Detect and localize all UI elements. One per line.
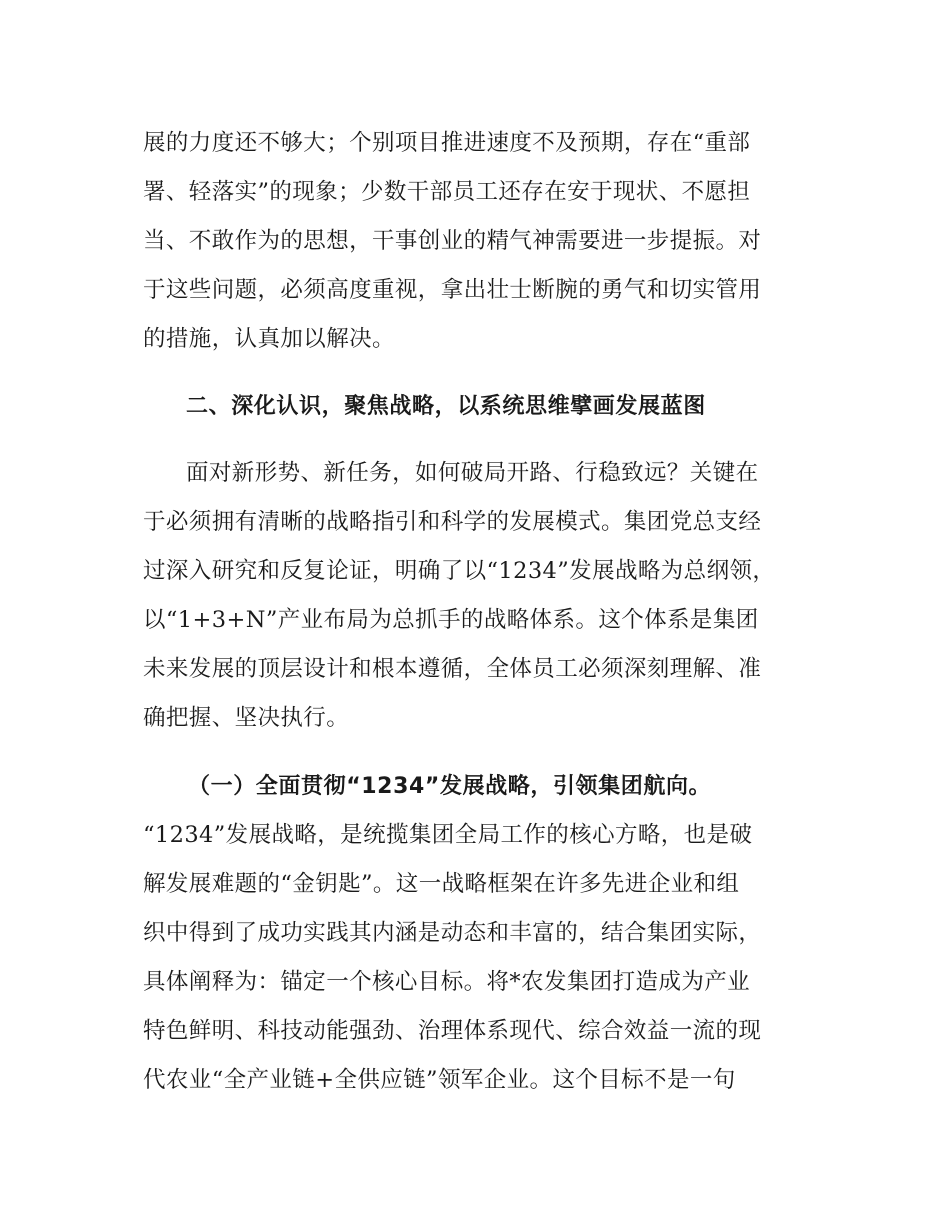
- paragraph-line: 于必须拥有清晰的战略指引和科学的发展模式。集团党总支经: [143, 509, 762, 535]
- paragraph-line: 解发展难题的“金钥匙”。这一战略框架在许多先进企业和组: [143, 871, 740, 897]
- paragraph-line: “1234”发展战略，是统揽集团全局工作的核心方略，也是破: [143, 822, 753, 848]
- paragraph-line: 展的力度还不够大；个别项目推进速度不及预期，存在“重部: [143, 130, 751, 156]
- subsection-heading: （一）全面贯彻“1234”发展战略，引领集团航向。: [188, 774, 712, 799]
- paragraph-line: 织中得到了成功实践其内涵是动态和丰富的，结合集团实际，: [143, 920, 762, 946]
- paragraph-line: 具体阐释为：锚定一个核心目标。将*农发集团打造成为产业: [143, 969, 751, 995]
- paragraph-line: 的措施，认真加以解决。: [143, 326, 395, 352]
- paragraph-line: 过深入研究和反复论证，明确了以“1234”发展战略为总纲领，: [143, 558, 776, 584]
- section-heading: 二、深化认识，聚焦战略，以系统思维擘画发展蓝图: [186, 394, 706, 419]
- paragraph-line: 特色鲜明、科技动能强劲、治理体系现代、综合效益一流的现: [143, 1018, 762, 1044]
- paragraph-line: 代农业“全产业链+全供应链”领军企业。这个目标不是一句: [143, 1067, 736, 1093]
- paragraph-line: 面对新形势、新任务，如何破局开路、行稳致远？关键在: [186, 460, 759, 486]
- paragraph-line: 于这些问题，必须高度重视，拿出壮士断腕的勇气和切实管用: [143, 277, 762, 303]
- paragraph-line: 当、不敢作为的思想，干事创业的精气神需要进一步提振。对: [143, 228, 762, 254]
- paragraph-line: 确把握、坚决执行。: [143, 705, 350, 731]
- paragraph-line: 未来发展的顶层设计和根本遵循，全体员工必须深刻理解、准: [143, 656, 762, 682]
- paragraph-line: 署、轻落实”的现象；少数干部员工还存在安于现状、不愿担: [143, 179, 751, 205]
- paragraph-line: 以“1+3+N”产业布局为总抓手的战略体系。这个体系是集团: [143, 607, 759, 633]
